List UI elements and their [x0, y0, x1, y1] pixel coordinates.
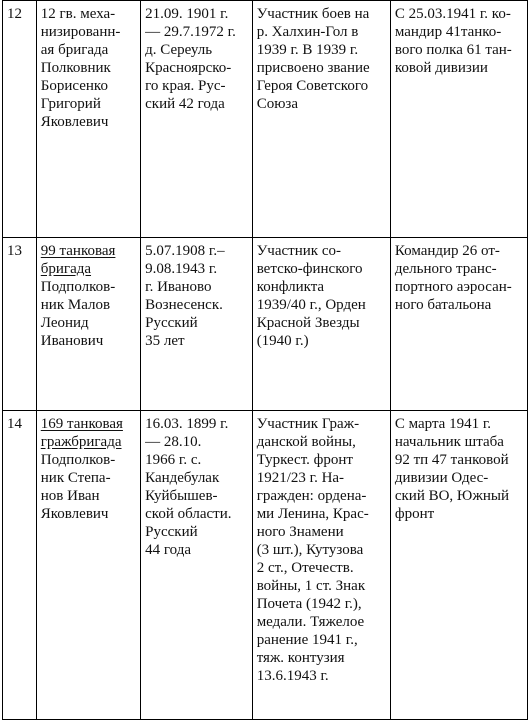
- merit-line: ми Ленина, Крас-: [256, 506, 369, 522]
- merit-line: (1940 г.): [256, 333, 309, 349]
- unit-line: Полковник: [40, 60, 111, 76]
- merit-line: Союза: [256, 96, 298, 112]
- merit-line: данской войны,: [256, 434, 356, 450]
- post-line: начальник штаба: [394, 434, 504, 450]
- biography-cell: [141, 238, 253, 411]
- unit-line: ая бригада: [40, 42, 109, 58]
- unit-line: Иванович: [40, 333, 104, 349]
- unit-name-underlined: гражбригада: [40, 434, 122, 450]
- post-line: ковой дивизии: [394, 60, 488, 76]
- bio-line: 16.03. 1899 г.: [145, 416, 229, 432]
- unit-line: Яковлевич: [40, 114, 109, 130]
- row-number: 12: [7, 6, 22, 22]
- unit-line: нов Иван: [40, 488, 100, 504]
- bio-line: Вознесенск.: [145, 297, 223, 313]
- bio-line: го края. Рус-: [145, 78, 226, 94]
- merit-line: Красной Звезды: [256, 315, 360, 331]
- post-line: ного батальона: [394, 297, 492, 313]
- table-row: [3, 411, 528, 720]
- unit-line: 12 гв. меха-: [40, 6, 116, 22]
- merits-cell: [252, 411, 390, 720]
- post-line: мандир 41танко-: [394, 24, 502, 40]
- unit-line: Подполков-: [40, 452, 116, 468]
- bio-line: 35 лет: [145, 333, 185, 349]
- merit-line: Участник Граж-: [256, 416, 360, 432]
- merit-line: ветско-финского: [256, 261, 363, 277]
- prior-post-cell: [390, 1, 527, 238]
- bio-line: 21.09. 1901 г.: [145, 6, 229, 22]
- bio-line: ской области.: [145, 506, 232, 522]
- merit-line: р. Халхин-Гол в: [256, 24, 359, 40]
- biography-cell: [141, 411, 253, 720]
- merit-line: Туркест. фронт: [256, 452, 353, 468]
- unit-line: Григорий: [40, 96, 101, 112]
- bio-line: 5.07.1908 г.–: [145, 243, 225, 259]
- prior-post-cell: [390, 238, 527, 411]
- merits-cell: [252, 238, 390, 411]
- row-number-cell: [3, 1, 37, 238]
- merits-cell: [252, 1, 390, 238]
- unit-commander-cell: [36, 411, 140, 720]
- merit-line: медали. Тяжелое: [256, 614, 365, 630]
- bio-line: — 28.10.: [145, 434, 202, 450]
- table-row: [3, 238, 528, 411]
- unit-name-underlined: 169 танковая: [40, 416, 123, 432]
- prior-post-cell: [390, 411, 527, 720]
- merit-line: Почета (1942 г.),: [256, 596, 362, 612]
- bio-line: Кандебулак: [145, 470, 220, 486]
- merit-line: 1921/23 г. На-: [256, 470, 345, 486]
- post-line: дивизии Одес-: [394, 470, 489, 486]
- merit-line: 1939/40 г., Орден: [256, 297, 366, 313]
- post-line: Командир 26 от-: [394, 243, 500, 259]
- bio-line: 44 года: [145, 542, 192, 558]
- merit-line: гражден: ордена-: [256, 488, 367, 504]
- post-line: 92 тп 47 танковой: [394, 452, 509, 468]
- bio-line: г. Иваново: [145, 279, 212, 295]
- merit-line: Героя Советского: [256, 78, 369, 94]
- merit-line: ранение 1941 г.,: [256, 632, 358, 648]
- merit-line: тяж. контузия: [256, 650, 345, 666]
- post-line: С 25.03.1941 г. ко-: [394, 6, 511, 22]
- table-row: [3, 1, 528, 238]
- post-line: С марта 1941 г.: [394, 416, 492, 432]
- bio-line: 1966 г. с.: [145, 452, 202, 468]
- unit-line: низированн-: [40, 24, 121, 40]
- post-line: портного аэросан-: [394, 279, 512, 295]
- merit-line: Участник со-: [256, 243, 341, 259]
- merit-line: 1939 г. В 1939 г.: [256, 42, 359, 58]
- bio-line: Куйбышев-: [145, 488, 218, 504]
- merit-line: 2 ст., Отечеств.: [256, 560, 354, 576]
- unit-line: ник Малов: [40, 297, 111, 313]
- bio-line: Красноярско-: [145, 60, 232, 76]
- post-line: вого полка 61 тан-: [394, 42, 512, 58]
- merit-line: Участник боев на: [256, 6, 370, 22]
- merit-line: войны, 1 ст. Знак: [256, 578, 366, 594]
- merit-line: конфликта: [256, 279, 325, 295]
- bio-line: — 29.7.1972 г.: [145, 24, 236, 40]
- bio-line: д. Сереуль: [145, 42, 213, 58]
- unit-line: Борисенко: [40, 78, 108, 94]
- merit-line: присвоено звание: [256, 60, 370, 76]
- bio-line: Русский: [145, 524, 198, 540]
- post-line: дельного транс-: [394, 261, 497, 277]
- row-number-cell: [3, 238, 37, 411]
- merit-line: 13.6.1943 г.: [256, 668, 329, 684]
- row-number-cell: [3, 411, 37, 720]
- merit-line: ного Знамени: [256, 524, 344, 540]
- post-line: фронт: [394, 506, 435, 522]
- unit-commander-cell: [36, 238, 140, 411]
- row-number: 13: [7, 243, 22, 259]
- bio-line: 9.08.1943 г.: [145, 261, 218, 277]
- unit-name-underlined: 99 танковая: [40, 243, 116, 259]
- bio-line: Русский: [145, 315, 198, 331]
- row-number: 14: [7, 416, 22, 432]
- commanders-table: [2, 0, 528, 720]
- unit-line: Подполков-: [40, 279, 116, 295]
- post-line: ский ВО, Южный: [394, 488, 510, 504]
- unit-name-underlined: бригада: [40, 261, 92, 277]
- unit-line: Леонид: [40, 315, 89, 331]
- unit-line: Яковлевич: [40, 506, 109, 522]
- merit-line: (3 шт.), Кутузова: [256, 542, 364, 558]
- unit-line: ник Степа-: [40, 470, 111, 486]
- bio-line: ский 42 года: [145, 96, 225, 112]
- unit-commander-cell: [36, 1, 140, 238]
- biography-cell: [141, 1, 253, 238]
